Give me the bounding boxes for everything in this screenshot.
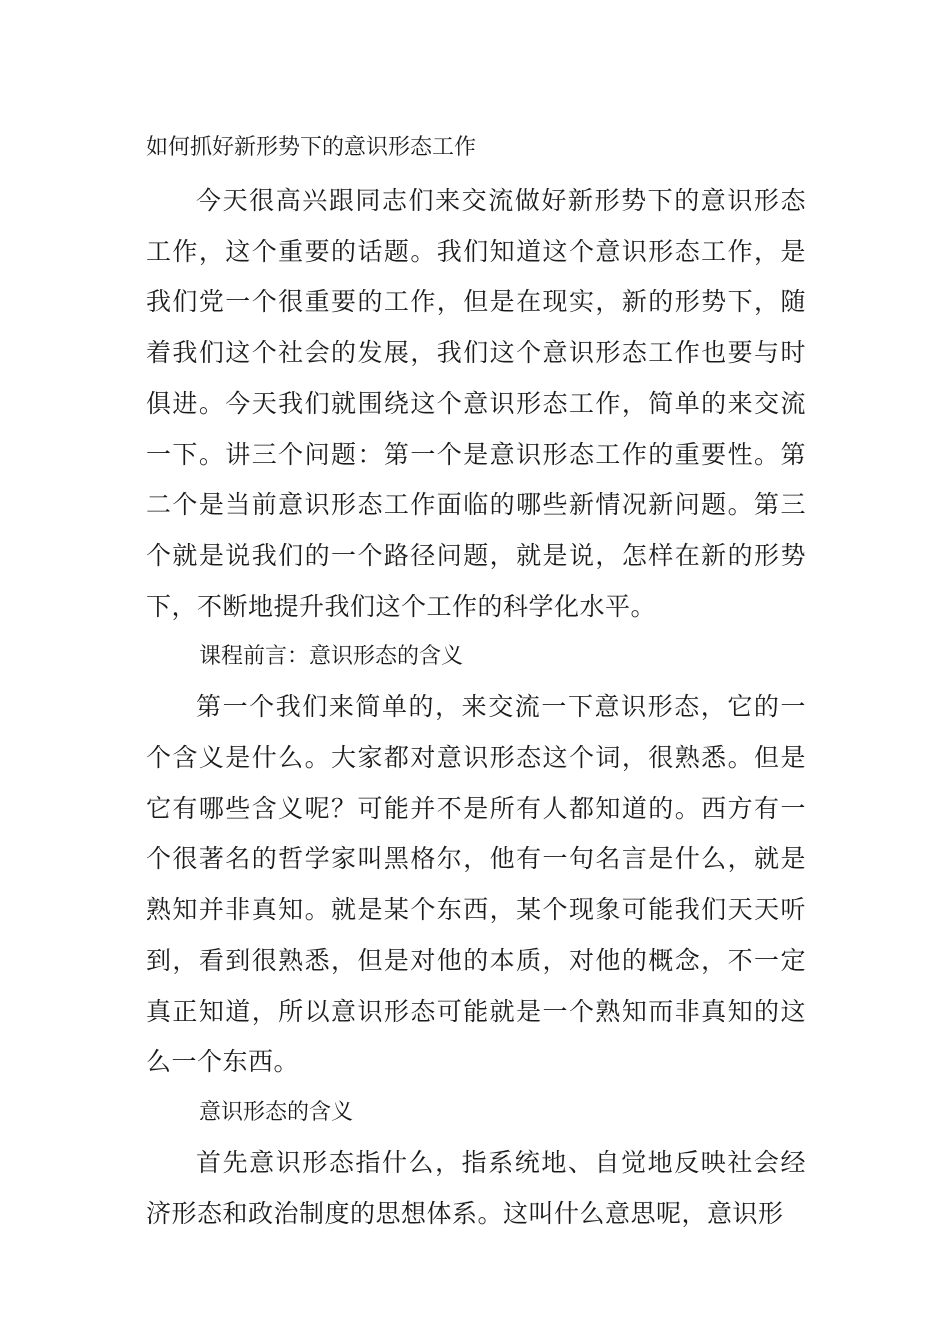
paragraph: 首先意识形态指什么，指系统地、自觉地反映社会经济形态和政治制度的思想体系。这叫什么意思呢，意识形 — [146, 1147, 806, 1228]
paragraph: 第一个我们来简单的，来交流一下意识形态，它的一个含义是什么。大家都对意识形态这个词，很熟悉。但是它有哪些含义呢？可能并不是所有人都知道的。西方有一个很著名的哲学家叫黑格尔，他有一句名言是什么，就是熟知并非真知。就是某个东西，某个现象可能我们天天听到，看到很熟悉，但是对他的本质，对他的概念，不一定真正知道，所以意识形态可能就是一个熟知而非真知的这么一个东西。 — [146, 692, 806, 1077]
document-title: 如何抓好新形势下的意识形态工作 — [146, 135, 477, 160]
paragraph: 今天很高兴跟同志们来交流做好新形势下的意识形态工作，这个重要的话题。我们知道这个意识形态工作，是我们党一个很重要的工作，但是在现实，新的形势下，随着我们这个社会的发展，我们这个意识形态工作也要与时俱进。今天我们就围绕这个意识形态工作，简单的来交流一下。讲三个问题：第一个是意识形态工作的重要性。第二个是当前意识形态工作面临的哪些新情况新问题。第三个就是说我们的一个路径问题，就是说，怎样在新的形势下，不断地提升我们这个工作的科学化水平。 — [146, 186, 806, 621]
section-heading: 意识形态的含义 — [199, 1099, 354, 1125]
section-heading: 课程前言：意识形态的含义 — [199, 644, 464, 670]
document-page — [146, 128, 806, 1239]
